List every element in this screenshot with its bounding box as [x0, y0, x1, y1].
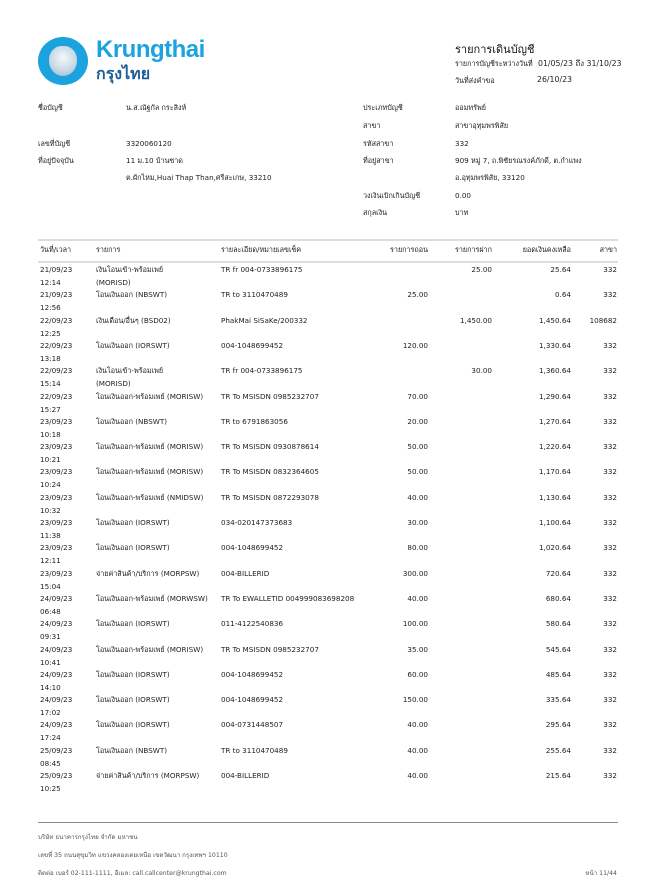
cell-balance: 0.64 — [554, 290, 571, 300]
cell-time: 10:41 — [40, 657, 61, 667]
cell-detail: TR To EWALLETID 004999083698208 — [221, 593, 355, 603]
cell-balance: 1,270.64 — [538, 416, 571, 426]
footer-rule — [38, 822, 618, 823]
cell-time: 12:14 — [40, 278, 61, 287]
cell-date: 24/09/23 — [40, 695, 73, 705]
cell-detail: 004-1048699452 — [221, 695, 284, 705]
col-branch: สาขา — [599, 245, 617, 254]
col-deposit: รายการฝาก — [455, 245, 492, 254]
cell-branch: 332 — [603, 416, 617, 426]
cell-branch: 332 — [603, 492, 617, 502]
cell-balance: 295.64 — [545, 720, 571, 730]
cell-desc: โอนเงินออก (IORSWT) — [96, 619, 170, 629]
cell-withdraw: 40.00 — [407, 720, 428, 730]
address-line2: ต.ผักไหม,Huai Thap Than,ศรีสะเกษ, 33210 — [126, 173, 272, 182]
cell-withdraw: 120.00 — [402, 340, 428, 350]
cell-desc: โอนเงินออก-พร้อมเพย์ (NMIDSW) — [96, 492, 204, 502]
cell-withdraw: 40.00 — [407, 745, 428, 755]
cell-branch: 332 — [603, 771, 617, 780]
branch-address-line2: อ.อุทุมพรพิสัย, 33120 — [455, 173, 525, 182]
cell-time: 15:14 — [40, 379, 61, 389]
cell-withdraw: 35.00 — [407, 644, 428, 654]
cell-date: 25/09/23 — [40, 745, 73, 755]
cell-balance: 1,220.64 — [538, 442, 571, 452]
col-date: วันที่/เวลา — [40, 245, 72, 254]
cell-withdraw: 80.00 — [407, 543, 428, 553]
account-type-label: ประเภทบัญชี — [363, 103, 403, 112]
cell-withdraw: 30.00 — [407, 518, 428, 527]
cell-desc2: (MORISD) — [96, 278, 131, 287]
account-number-label: เลขที่บัญชี — [38, 139, 71, 148]
cell-detail: TR to 3110470489 — [221, 290, 288, 300]
cell-balance: 255.64 — [545, 745, 571, 755]
cell-desc: โอนเงินออก (IORSWT) — [96, 669, 170, 679]
cell-time: 10:24 — [40, 480, 61, 490]
table-row — [0, 670, 654, 695]
cell-withdraw: 150.00 — [402, 695, 428, 705]
request-date-label: วันที่ส่งคำขอ — [455, 76, 495, 85]
table-row — [0, 467, 654, 492]
address-line1: 11 ม.10 บ้านซาด — [126, 156, 183, 165]
cell-time: 13:18 — [40, 353, 61, 363]
cell-balance: 1,360.64 — [538, 366, 571, 376]
cell-branch: 332 — [603, 265, 617, 274]
cell-time: 10:25 — [40, 784, 61, 793]
cell-withdraw: 300.00 — [402, 568, 428, 578]
currency-value: บาท — [455, 208, 469, 217]
cell-withdraw: 40.00 — [407, 771, 428, 780]
table-top-rule — [38, 239, 618, 241]
branch-address-line1: 909 หมู่ 7, ถ.พิชัยรณรงค์ภักดี, ต.กำแพง — [455, 156, 582, 165]
table-row — [0, 316, 654, 341]
table-row — [0, 392, 654, 417]
cell-withdraw: 25.00 — [407, 290, 428, 300]
footer-address: เลขที่ 35 ถนนสุขุมวิท แขวงคลองเตยเหนือ เขตวัฒนา กรุงเทพฯ 10110 — [38, 852, 228, 859]
cell-desc: โอนเงินออก-พร้อมเพย์ (MORISW) — [96, 442, 204, 452]
account-name-value: น.ส.ณัฐกัล กระสิงห์ — [126, 103, 187, 112]
cell-time: 08:45 — [40, 758, 61, 768]
col-withdraw: รายการถอน — [390, 245, 428, 254]
cell-desc2: (MORISD) — [96, 379, 131, 389]
branch-code-value: 332 — [455, 139, 469, 148]
cell-balance: 1,130.64 — [538, 492, 571, 502]
cell-detail: TR To MSISDN 0985232707 — [221, 391, 319, 401]
currency-label: สกุลเงิน — [363, 208, 388, 217]
cell-branch: 332 — [603, 593, 617, 603]
cell-desc: โอนเงินออก (IORSWT) — [96, 518, 170, 527]
cell-balance: 580.64 — [545, 619, 571, 629]
table-row — [0, 417, 654, 442]
cell-balance: 1,290.64 — [538, 391, 571, 401]
col-balance: ยอดเงินคงเหลือ — [522, 245, 571, 254]
table-row — [0, 594, 654, 619]
brand-name-en: Krungthai — [96, 36, 205, 63]
cell-desc: โอนเงินออก-พร้อมเพย์ (MORISW) — [96, 467, 204, 477]
cell-detail: TR fr 004-0733896175 — [221, 366, 303, 376]
cell-balance: 1,330.64 — [538, 340, 571, 350]
branch-address-label: ที่อยู่สาขา — [363, 156, 394, 165]
cell-date: 22/09/23 — [40, 391, 73, 401]
cell-date: 24/09/23 — [40, 644, 73, 654]
cell-detail: TR To MSISDN 0985232707 — [221, 644, 319, 654]
footer-company: บริษัท ธนาคารกรุงไทย จำกัด มหาชน — [38, 834, 138, 841]
cell-time: 15:27 — [40, 404, 61, 414]
cell-withdraw: 70.00 — [407, 391, 428, 401]
cell-balance: 1,020.64 — [538, 543, 571, 553]
footer-contact: ติดต่อ เบอร์ 02-111-1111, อีเมล: call.callcenter@krungthai.com — [38, 870, 227, 877]
cell-desc: จ่ายค่าสินค้า/บริการ (MORPSW) — [96, 568, 200, 578]
cell-deposit: 30.00 — [471, 366, 492, 376]
table-row — [0, 695, 654, 720]
table-row — [0, 645, 654, 670]
cell-detail: TR to 6791863056 — [221, 416, 288, 426]
cell-desc: เงินเดือน/อื่นๆ (BSD02) — [96, 315, 171, 325]
cell-withdraw: 100.00 — [402, 619, 428, 629]
cell-desc: เงินโอนเข้า-พร้อมเพย์ — [96, 265, 164, 274]
table-row — [0, 619, 654, 644]
cell-date: 22/09/23 — [40, 315, 73, 325]
cell-desc: โอนเงินออก-พร้อมเพย์ (MORISW) — [96, 644, 204, 654]
cell-time: 10:32 — [40, 505, 61, 515]
cell-date: 24/09/23 — [40, 593, 73, 603]
table-row — [0, 771, 654, 796]
col-description: รายการ — [96, 245, 121, 254]
cell-desc: โอนเงินออก (IORSWT) — [96, 543, 170, 553]
cell-branch: 332 — [603, 518, 617, 527]
cell-time: 06:48 — [40, 606, 61, 616]
overdraft-label: วงเงินเบิกเกินบัญชี — [363, 191, 421, 200]
table-row — [0, 746, 654, 771]
cell-branch: 332 — [603, 442, 617, 452]
table-row — [0, 720, 654, 745]
cell-branch: 332 — [603, 695, 617, 705]
cell-withdraw: 20.00 — [407, 416, 428, 426]
cell-branch: 332 — [603, 568, 617, 578]
cell-branch: 332 — [603, 290, 617, 300]
cell-detail: TR To MSISDN 0930878614 — [221, 442, 319, 452]
cell-branch: 332 — [603, 467, 617, 477]
cell-desc: โอนเงินออก (NBSWT) — [96, 290, 168, 300]
cell-detail: 004-1048699452 — [221, 340, 284, 350]
cell-date: 24/09/23 — [40, 669, 73, 679]
cell-detail: PhakMai SiSaKe/200332 — [221, 315, 308, 325]
table-row — [0, 341, 654, 366]
cell-time: 17:02 — [40, 708, 61, 718]
cell-balance: 1,100.64 — [538, 518, 571, 527]
cell-branch: 332 — [603, 366, 617, 376]
cell-branch: 332 — [603, 543, 617, 553]
table-row — [0, 290, 654, 315]
cell-detail: TR To MSISDN 0832364605 — [221, 467, 319, 477]
address-label: ที่อยู่ปัจจุบัน — [38, 156, 74, 165]
cell-branch: 332 — [603, 340, 617, 350]
cell-time: 12:11 — [40, 556, 61, 566]
account-number-value: 3320060120 — [126, 139, 172, 148]
cell-withdraw: 40.00 — [407, 593, 428, 603]
cell-balance: 720.64 — [545, 568, 571, 578]
cell-desc: จ่ายค่าสินค้า/บริการ (MORPSW) — [96, 771, 200, 780]
cell-time: 09:31 — [40, 632, 61, 642]
cell-branch: 332 — [603, 720, 617, 730]
cell-time: 14:10 — [40, 682, 61, 692]
cell-deposit: 1,450.00 — [459, 315, 492, 325]
cell-date: 22/09/23 — [40, 340, 73, 350]
table-header-rule — [38, 261, 618, 263]
cell-date: 25/09/23 — [40, 771, 73, 780]
table-row — [0, 265, 654, 290]
branch-label: สาขา — [363, 121, 381, 130]
cell-detail: 034-020147373683 — [221, 518, 293, 527]
krungthai-logo-icon — [38, 37, 88, 85]
cell-branch: 332 — [603, 644, 617, 654]
cell-date: 22/09/23 — [40, 366, 73, 376]
cell-date: 23/09/23 — [40, 416, 73, 426]
cell-desc: เงินโอนเข้า-พร้อมเพย์ — [96, 366, 164, 376]
page-number: หน้า 11/44 — [585, 870, 617, 877]
cell-date: 21/09/23 — [40, 265, 73, 274]
cell-balance: 215.64 — [545, 771, 571, 780]
cell-deposit: 25.00 — [471, 265, 492, 274]
cell-detail: TR to 3110470489 — [221, 745, 288, 755]
cell-desc: โอนเงินออก (IORSWT) — [96, 695, 170, 705]
period-label: รายการบัญชีระหว่างวันที่ — [455, 59, 533, 68]
cell-date: 21/09/23 — [40, 290, 73, 300]
cell-detail: 004-BILLERID — [221, 771, 270, 780]
account-type-value: ออมทรัพย์ — [455, 103, 486, 112]
table-row — [0, 569, 654, 594]
cell-detail: TR fr 004-0733896175 — [221, 265, 303, 274]
cell-desc: โอนเงินออก (IORSWT) — [96, 720, 170, 730]
brand-name-th: กรุงไทย — [96, 64, 151, 83]
table-row — [0, 366, 654, 391]
document-title: รายการเดินบัญชี — [455, 43, 535, 56]
cell-balance: 545.64 — [545, 644, 571, 654]
cell-balance: 1,450.64 — [538, 315, 571, 325]
cell-detail: TR To MSISDN 0872293078 — [221, 492, 319, 502]
cell-time: 10:21 — [40, 455, 61, 465]
cell-desc: โอนเงินออก (NBSWT) — [96, 416, 168, 426]
cell-desc: โอนเงินออก (IORSWT) — [96, 340, 170, 350]
cell-withdraw: 40.00 — [407, 492, 428, 502]
cell-detail: 004-BILLERID — [221, 568, 270, 578]
cell-time: 12:56 — [40, 303, 61, 313]
cell-time: 10:18 — [40, 429, 61, 439]
cell-date: 23/09/23 — [40, 492, 73, 502]
cell-balance: 485.64 — [545, 669, 571, 679]
table-row — [0, 543, 654, 568]
account-name-label: ชื่อบัญชี — [38, 103, 63, 112]
table-row — [0, 442, 654, 467]
cell-date: 23/09/23 — [40, 518, 73, 527]
cell-date: 24/09/23 — [40, 720, 73, 730]
overdraft-value: 0.00 — [455, 191, 472, 200]
cell-branch: 332 — [603, 669, 617, 679]
cell-balance: 25.64 — [550, 265, 571, 274]
cell-date: 23/09/23 — [40, 543, 73, 553]
cell-desc: โอนเงินออก-พร้อมเพย์ (MORISW) — [96, 391, 204, 401]
cell-balance: 335.64 — [545, 695, 571, 705]
period-value: 01/05/23 ถึง 31/10/23 — [538, 59, 622, 68]
cell-detail: 004-1048699452 — [221, 543, 284, 553]
cell-time: 15:04 — [40, 581, 61, 591]
cell-desc: โอนเงินออก-พร้อมเพย์ (MORWSW) — [96, 593, 208, 603]
cell-detail: 004-0731448507 — [221, 720, 284, 730]
cell-withdraw: 50.00 — [407, 442, 428, 452]
cell-balance: 1,170.64 — [538, 467, 571, 477]
cell-detail: 004-1048699452 — [221, 669, 284, 679]
cell-withdraw: 50.00 — [407, 467, 428, 477]
cell-time: 17:24 — [40, 733, 61, 743]
cell-date: 23/09/23 — [40, 568, 73, 578]
request-date-value: 26/10/23 — [537, 75, 573, 84]
table-row — [0, 518, 654, 543]
cell-branch: 332 — [603, 745, 617, 755]
cell-balance: 680.64 — [545, 593, 571, 603]
cell-date: 23/09/23 — [40, 442, 73, 452]
cell-date: 24/09/23 — [40, 619, 73, 629]
col-detail: รายละเอียด/หมายเลขเช็ค — [221, 245, 302, 254]
cell-desc: โอนเงินออก (NBSWT) — [96, 745, 168, 755]
cell-time: 11:38 — [40, 531, 61, 540]
cell-withdraw: 60.00 — [407, 669, 428, 679]
cell-branch: 332 — [603, 391, 617, 401]
cell-branch: 108682 — [589, 315, 617, 325]
cell-branch: 332 — [603, 619, 617, 629]
cell-time: 12:25 — [40, 328, 61, 338]
cell-detail: 011-4122540836 — [221, 619, 284, 629]
cell-date: 23/09/23 — [40, 467, 73, 477]
branch-value: สาขาอุทุมพรพิสัย — [455, 121, 509, 130]
table-row — [0, 493, 654, 518]
branch-code-label: รหัสสาขา — [363, 139, 394, 148]
